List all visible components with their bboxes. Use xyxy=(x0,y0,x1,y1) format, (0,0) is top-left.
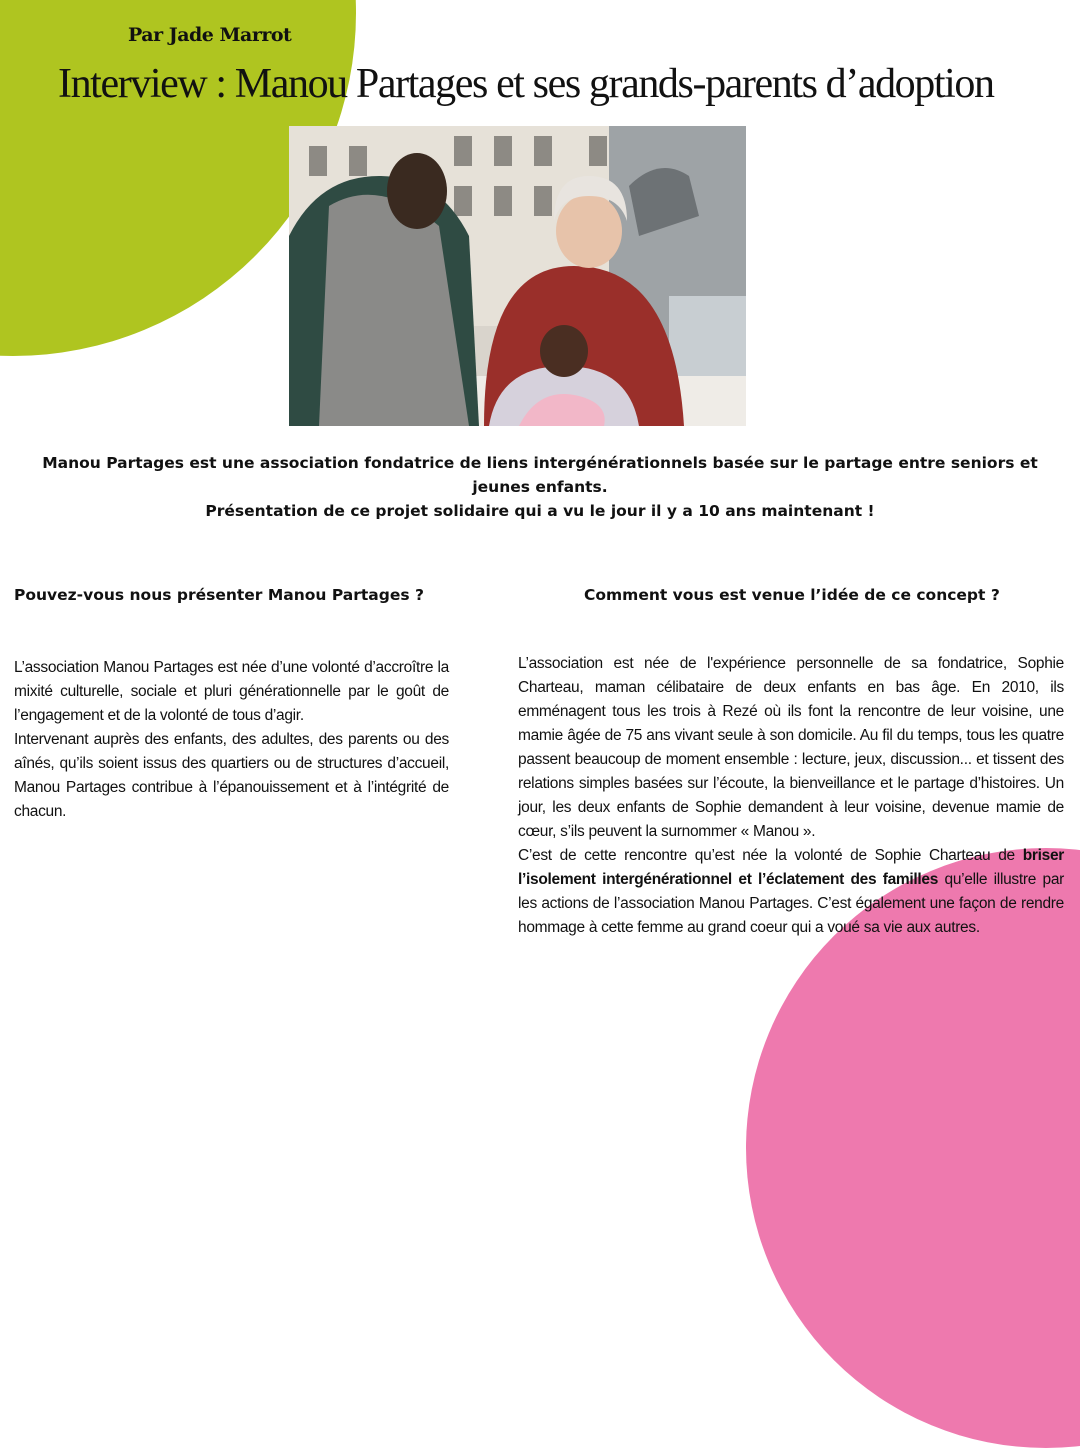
article-photo xyxy=(289,126,746,426)
intro-text xyxy=(14,451,1066,523)
paragraph-2-start: C’est de cette rencontre qu’est née la volonté de Sophie Charteau de xyxy=(518,847,1023,864)
left-answer-paragraph-1: L’association Manou Partages est née d’une volonté d’accroître la mixité culturelle, sociale et pluri générationnelle par le goût de l’engagement et de la volonté de tous d’agir. xyxy=(14,659,449,724)
right-answer-paragraph-1: L’association est née de l'expérience personnelle de sa fondatrice, Sophie Charteau, maman célibataire de deux enfants en bas âge. En 2010, ils emménagent tous les trois à Rezé où ils font la rencontre de leur voisine, une mamie âgée de 75 ans vivant seule à son domicile. Au fil du temps, tous les quatre passent beaucoup de moment ensemble : lecture, jeux, discussion... et tissent des relations simples basées sur l’écoute, la bienveillance et le partage d’histoires. Un jour, les deux enfants de Sophie demandent à leur voisine, devenue mamie de cœur, s’ils peuvent la surnommer « Manou ». xyxy=(518,655,1064,840)
article-title: Interview : Manou Partages et ses grands-parents d’adoption xyxy=(58,61,994,107)
author-byline: Par Jade Marrot xyxy=(128,24,292,46)
intro-line-1: Manou Partages est une association fondatrice de liens intergénérationnels basée sur le partage entre seniors et jeunes enfants. xyxy=(42,454,1038,496)
right-answer xyxy=(518,652,1064,940)
left-answer xyxy=(14,656,449,824)
left-answer-paragraph-2: Intervenant auprès des enfants, des adultes, des parents ou des aînés, qu’ils soient issus des quartiers ou de structures d’accueil, Manou Partages contribue à l’épanouissement et à l’intégrité de chacun. xyxy=(14,731,449,820)
intro-line-2: Présentation de ce projet solidaire qui a vu le jour il y a 10 ans maintenant ! xyxy=(205,502,875,520)
paragraph-2-end: qu’elle illustre par les actions de l’association Manou Partages. C’est également une façon de rendre hommage à cette femme au grand coeur qui a voué sa vie aux autres. xyxy=(518,871,1065,936)
left-question-heading: Pouvez-vous nous présenter Manou Partages ? xyxy=(14,586,424,604)
right-answer-paragraph-2 xyxy=(518,844,1064,940)
photo-illustration xyxy=(289,126,746,426)
emphasis-text: briser l’isolement intergénérationnel et l’éclatement des familles xyxy=(518,847,1064,888)
right-question-heading: Comment vous est venue l’idée de ce concept ? xyxy=(584,586,1000,604)
